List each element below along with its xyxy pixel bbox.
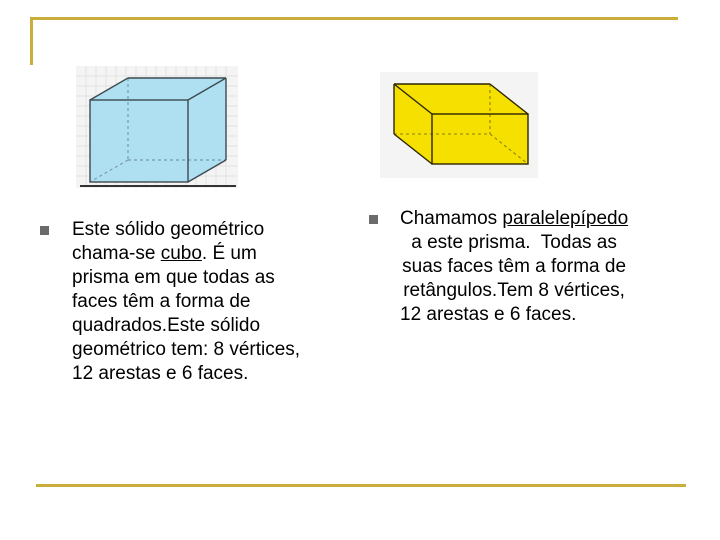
cube-line-3: prisma em que todas as	[72, 267, 275, 288]
cube-line-7: 12 arestas e 6 faces.	[72, 363, 249, 384]
cube-line-6: geométrico tem: 8 vértices,	[72, 339, 301, 360]
cube-body	[90, 78, 226, 182]
left-bullet	[40, 226, 49, 235]
cube-line-2	[72, 242, 300, 266]
prism-illustration	[380, 72, 538, 178]
cube-line-2-end: . É um	[201, 243, 257, 264]
prism-line-1-start: Chamamos	[400, 208, 503, 229]
frame-bottom-rule	[36, 484, 686, 487]
cube-illustration	[76, 66, 238, 188]
frame-left-rule	[30, 17, 33, 65]
right-bullet	[369, 215, 378, 224]
prism-description	[400, 207, 628, 327]
prism-line-4: retângulos.Tem 8 vértices,	[403, 280, 625, 301]
cube-term: cubo	[160, 243, 202, 264]
prism-line-3: suas faces têm a forma de	[402, 256, 627, 277]
cube-line-1: Este sólido geométrico	[72, 219, 265, 240]
cube-drawing	[76, 66, 238, 188]
cube-line-2-start: chama-se	[72, 243, 161, 264]
cube-line-4: faces têm a forma de	[72, 291, 251, 312]
frame-top-rule	[30, 17, 678, 20]
cube-line-5: quadrados.Este sólido	[72, 315, 261, 336]
cube-description	[72, 218, 300, 386]
prism-line-2: a este prisma. Todas as	[411, 232, 617, 253]
prism-line-1	[400, 207, 628, 231]
prism-term: paralelepípedo	[502, 208, 629, 229]
prism-line-5: 12 arestas e 6 faces.	[400, 304, 577, 325]
prism-drawing	[380, 72, 538, 178]
